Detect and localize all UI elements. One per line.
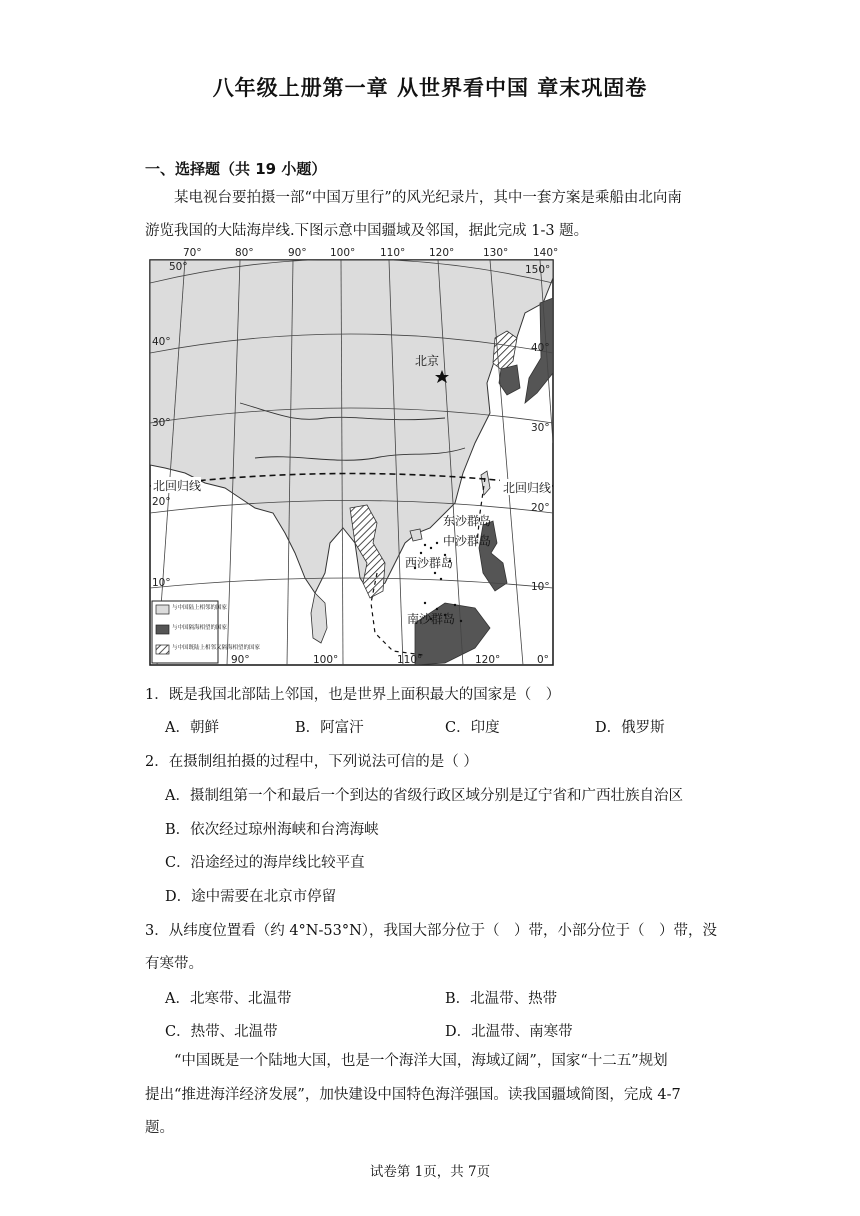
island-label-xisha: 西沙群岛	[405, 556, 454, 570]
intro-paragraph-2	[145, 1045, 717, 1078]
q2-option-b[interactable]: B．依次经过琼州海峡和台湾海峡	[165, 822, 379, 838]
page-title: 八年级上册第一章 从世界看中国 章末巩固卷	[212, 76, 648, 100]
intro-line: 游览我国的大陆海岸线.下图示意中国疆域及邻国，据此完成 1-3 题。	[145, 223, 589, 239]
q2-option-a[interactable]: A．摄制组第一个和最后一个到达的省级行政区域分别是辽宁省和广西壮族自治区	[165, 788, 683, 804]
beijing-label: 北京	[415, 354, 440, 368]
lat-label: 40°	[152, 336, 171, 348]
island-label-zhongsha: 中沙群岛	[443, 534, 492, 548]
longitude-labels-top	[183, 247, 558, 259]
lon-label: 90°	[288, 247, 307, 259]
legend-label: 与中国陆上相邻的国家	[172, 605, 228, 611]
lon-label: 100°	[330, 247, 356, 259]
lat-label: 30°	[152, 417, 171, 429]
intro-line: 提出“推进海洋经济发展”，加快建设中国特色海洋强国。读我国疆域简图，完成 4-7	[145, 1087, 681, 1103]
q1-option-a[interactable]: A．朝鲜	[165, 720, 219, 736]
q2-option-d[interactable]: D．途中需要在北京市停留	[165, 889, 337, 905]
intro-paragraph-1	[145, 182, 717, 215]
question-3-stem: 3．从纬度位置看（约 4°N-53°N），我国大部分位于（ ）带，小部分位于（ ）带，没	[145, 923, 718, 939]
intro-line: 题。	[145, 1120, 174, 1136]
lon-label: 0°	[537, 654, 549, 666]
q3-option-d[interactable]: D．北温带、南寒带	[445, 1024, 573, 1040]
lat-label: 50°	[169, 261, 188, 273]
question-2-stem: 2．在摄制组拍摄的过程中，下列说法可信的是（ ）	[145, 754, 478, 770]
lon-label: 120°	[429, 247, 455, 259]
legend-label: 与中国隔海相望的国家	[172, 625, 228, 631]
intro-line: “中国既是一个陆地大国，也是一个海洋大国，海域辽阔”，国家“十二五”规划	[174, 1053, 668, 1069]
lon-label: 100°	[313, 654, 339, 666]
china-territory-map	[145, 243, 563, 673]
tropic-label-right: 北回归线	[503, 481, 552, 495]
lon-label: 110°	[380, 247, 406, 259]
intro-paragraph-2-end	[145, 1112, 717, 1145]
q1-option-c[interactable]: C．印度	[445, 720, 500, 736]
q3-option-c[interactable]: C．热带、北温带	[165, 1024, 278, 1040]
lat-label: 20°	[152, 496, 171, 508]
island-label-dongsha: 东沙群岛	[443, 514, 492, 528]
intro-paragraph-2-cont	[145, 1079, 717, 1112]
q1-option-b[interactable]: B．阿富汗	[295, 720, 364, 736]
lon-label: 130°	[483, 247, 509, 259]
lat-label: 30°	[531, 422, 550, 434]
lat-label: 40°	[531, 342, 550, 354]
legend-label: 与中国既陆上相邻又隔海相望的国家	[172, 645, 261, 651]
question-1-stem: 1．既是我国北部陆上邻国，也是世界上面积最大的国家是（ ）	[145, 687, 561, 703]
question-3-stem-cont: 有寒带。	[145, 956, 203, 972]
lon-label: 80°	[235, 247, 254, 259]
q1-option-d[interactable]: D．俄罗斯	[595, 720, 665, 736]
lat-label: 150°	[525, 264, 551, 276]
lat-label: 20°	[531, 502, 550, 514]
section-heading: 一、选择题（共 19 小题）	[145, 160, 327, 178]
q3-option-b[interactable]: B．北温带、热带	[445, 991, 558, 1007]
lon-label: 70°	[183, 247, 202, 259]
lat-label: 10°	[531, 581, 550, 593]
lon-label: 90°	[231, 654, 250, 666]
q2-option-c[interactable]: C．沿途经过的海岸线比较平直	[165, 855, 365, 871]
lon-label: 110°	[397, 654, 423, 666]
tropic-label-left: 北回归线	[153, 479, 202, 493]
intro-line: 某电视台要拍摄一部“中国万里行”的风光纪录片，其中一套方案是乘船由北向南	[174, 190, 682, 206]
page-footer: 试卷第 1页，共 7页	[369, 1164, 491, 1180]
island-label-nansha: 南沙群岛	[407, 612, 456, 626]
lon-label: 120°	[475, 654, 501, 666]
lon-label: 140°	[533, 247, 559, 259]
q3-option-a[interactable]: A．北寒带、北温带	[165, 991, 292, 1007]
lat-label: 10°	[152, 577, 171, 589]
